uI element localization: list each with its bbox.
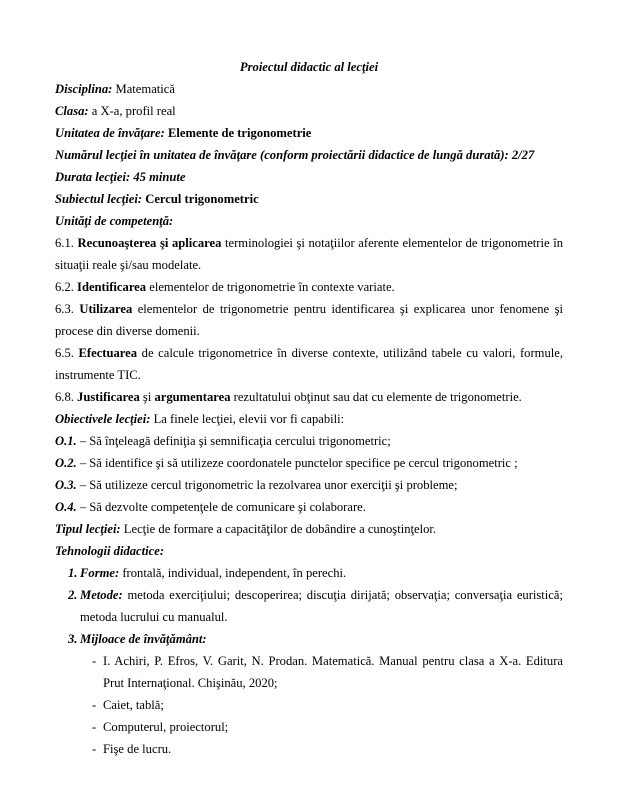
text-segment: elementelor de trigonometrie pentru identificarea şi explicarea unor fenomene şi procese din diverse domenii. bbox=[55, 302, 563, 338]
text-segment: Lecţie de formare a capacităţilor de dobândire a cunoştinţelor. bbox=[120, 522, 437, 536]
field-subiectul-lectiei bbox=[55, 188, 563, 210]
text-segment: Justificarea bbox=[77, 390, 140, 404]
resource-caiet-tabla bbox=[55, 694, 563, 716]
text-segment: 6.5. bbox=[55, 346, 79, 360]
text-segment: – Să dezvolte competenţele de comunicare şi colaborare. bbox=[76, 500, 366, 514]
objective-o4 bbox=[55, 496, 563, 518]
text-segment: Durata lecţiei: 45 minute bbox=[55, 170, 186, 184]
text-segment: 6.1. bbox=[55, 236, 78, 250]
text-segment: I. Achiri, P. Efros, V. Garit, N. Prodan. Matematică. Manual pentru clasa a X-a. Editura Prut Internaţional. Chişinău, 2020; bbox=[103, 654, 563, 690]
field-clasa bbox=[55, 100, 563, 122]
text-segment: a X-a, profil real bbox=[88, 104, 176, 118]
text-segment: O.1. bbox=[55, 434, 77, 448]
tech-item-forme bbox=[55, 562, 563, 584]
tech-item-mijloace bbox=[55, 628, 563, 650]
competenta-6-1 bbox=[55, 232, 563, 276]
text-segment: elementelor de trigonometrie în contexte variate. bbox=[146, 280, 395, 294]
text-segment: Numărul lecţiei în unitatea de învăţare (conform proiectării didactice de lungă durată): 2/27 bbox=[55, 148, 535, 162]
text-segment: Disciplina: bbox=[55, 82, 113, 96]
text-segment: Identificarea bbox=[77, 280, 147, 294]
tech-item-metode bbox=[55, 584, 563, 628]
text-segment: de calcule trigonometrice în diverse contexte, utilizând tabele cu valori, formule, instrumente TIC. bbox=[55, 346, 563, 382]
list-marker: 2. bbox=[68, 588, 78, 602]
text-segment: Forme: bbox=[80, 566, 120, 580]
objective-o2 bbox=[55, 452, 563, 474]
text-segment: Tipul lecţiei: bbox=[55, 522, 121, 536]
text-segment: şi bbox=[139, 390, 155, 404]
text-segment: Metode: bbox=[80, 588, 123, 602]
text-segment: O.3. bbox=[55, 478, 77, 492]
text-segment: Fişe de lucru. bbox=[103, 742, 172, 756]
text-segment: Utilizarea bbox=[79, 302, 133, 316]
text-segment: Caiet, tablă; bbox=[103, 698, 164, 712]
text-segment: metoda exerciţiului; descoperirea; discuţia dirijată; observaţia; conversaţia euristică; metoda lucrului cu manualul. bbox=[80, 588, 563, 624]
page-title: Proiectul didactic al lecţiei bbox=[239, 60, 379, 74]
text-segment: terminologiei şi notaţiilor aferente elementelor de trigonometrie în situaţii reale şi/sau modelate. bbox=[55, 236, 563, 272]
text-segment: rezultatului obţinut sau dat cu elemente de trigonometrie. bbox=[230, 390, 522, 404]
objective-o1 bbox=[55, 430, 563, 452]
field-tipul-lectiei bbox=[55, 518, 563, 540]
text-segment: Recunoaşterea şi aplicarea bbox=[77, 236, 222, 250]
resource-manual bbox=[55, 650, 563, 694]
list-marker: - bbox=[92, 742, 97, 756]
text-segment: Cercul trigonometric bbox=[142, 192, 259, 206]
text-segment: – Să utilizeze cercul trigonometric la rezolvarea unor exerciţii şi probleme; bbox=[76, 478, 458, 492]
resource-computer-proiector bbox=[55, 716, 563, 738]
list-marker: 3. bbox=[68, 632, 78, 646]
text-segment: Matematică bbox=[112, 82, 175, 96]
list-marker: - bbox=[92, 654, 97, 668]
competenta-6-3 bbox=[55, 298, 563, 342]
text-segment: Unităţi de competenţă: bbox=[55, 214, 174, 228]
competenta-6-8 bbox=[55, 386, 563, 408]
text-segment: – Să înţeleagă definiţia şi semnificaţia cercului trigonometric; bbox=[76, 434, 391, 448]
competenta-6-2 bbox=[55, 276, 563, 298]
text-segment: frontală, individual, independent, în perechi. bbox=[119, 566, 347, 580]
text-segment: Unitatea de învăţare: bbox=[55, 126, 165, 140]
text-segment: Subiectul lecţiei: bbox=[55, 192, 143, 206]
text-segment: Efectuarea bbox=[78, 346, 138, 360]
resource-fise-de-lucru bbox=[55, 738, 563, 760]
text-segment: O.4. bbox=[55, 500, 77, 514]
text-segment: 6.2. bbox=[55, 280, 78, 294]
field-unitatea-de-invatare bbox=[55, 122, 563, 144]
field-durata-lectiei bbox=[55, 166, 563, 188]
heading-obiectivele-lectiei bbox=[55, 408, 563, 430]
text-segment: Elemente de trigonometrie bbox=[164, 126, 312, 140]
text-segment: 6.8. bbox=[55, 390, 78, 404]
text-segment: La finele lecţiei, elevii vor fi capabili: bbox=[150, 412, 345, 426]
text-segment: Tehnologii didactice: bbox=[55, 544, 165, 558]
heading-tehnologii-didactice bbox=[55, 540, 563, 562]
text-segment: Clasa: bbox=[55, 104, 89, 118]
text-segment: argumentarea bbox=[154, 390, 231, 404]
text-segment: Mijloace de învăţământ: bbox=[80, 632, 207, 646]
text-segment: O.2. bbox=[55, 456, 77, 470]
document-body bbox=[55, 78, 563, 760]
list-marker: 1. bbox=[68, 566, 78, 580]
text-segment: 6.3. bbox=[55, 302, 80, 316]
field-numarul-lectiei bbox=[55, 144, 563, 166]
text-segment: – Să identifice şi să utilizeze coordonatele punctelor specifice pe cercul trigonometric ; bbox=[76, 456, 518, 470]
list-marker: - bbox=[92, 720, 97, 734]
field-disciplina bbox=[55, 78, 563, 100]
list-marker: - bbox=[92, 698, 97, 712]
text-segment: Computerul, proiectorul; bbox=[103, 720, 229, 734]
competenta-6-5 bbox=[55, 342, 563, 386]
objective-o3 bbox=[55, 474, 563, 496]
heading-unitati-de-competenta bbox=[55, 210, 563, 232]
text-segment: Obiectivele lecţiei: bbox=[55, 412, 151, 426]
